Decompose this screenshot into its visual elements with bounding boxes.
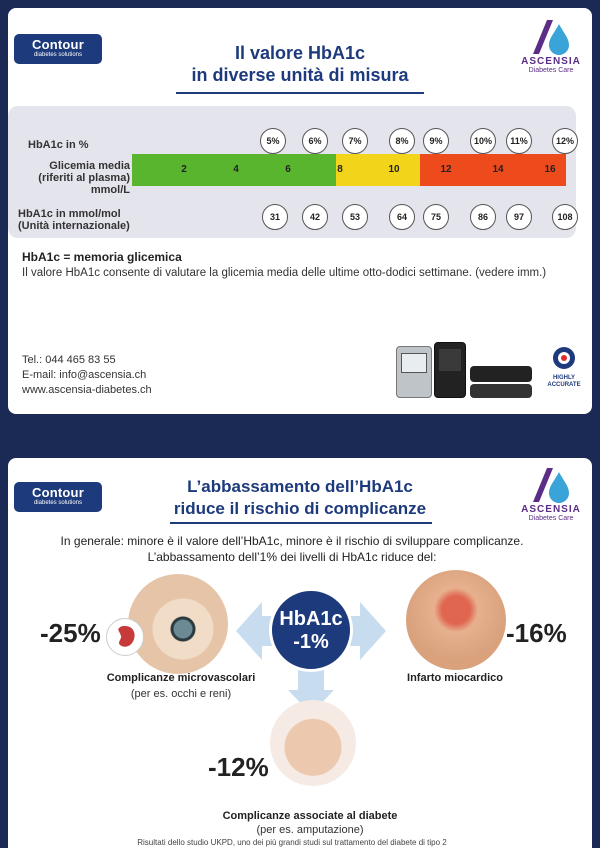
kidney-icon — [106, 618, 144, 656]
glucose-value: 6 — [285, 164, 291, 175]
diabetes-note: (per es. amputazione) — [256, 824, 364, 836]
contour-logo: Contour diabetes solutions — [14, 34, 102, 64]
glucose-value: 10 — [388, 164, 400, 175]
meter-device-icon — [470, 366, 532, 382]
mmol-value: 64 — [389, 204, 415, 230]
percent-value: 11% — [506, 128, 532, 154]
card2-title: L’abbassamento dell’HbA1c riduce il rischio di complicanze — [173, 477, 427, 518]
contact-website[interactable]: www.ascensia-diabetes.ch — [22, 384, 152, 396]
diabetes-percent: -12% — [208, 752, 269, 782]
eye-photo — [128, 574, 228, 674]
ascensia-drop-icon — [529, 466, 573, 504]
mmol-value: 86 — [470, 204, 496, 230]
glucose-value: 14 — [492, 164, 504, 175]
micro-percent: -25% — [40, 618, 101, 648]
chest-photo — [406, 570, 506, 670]
mmol-value: 75 — [423, 204, 449, 230]
intro-line-2: L’abbassamento dell’1% dei livelli di HbA1c riduce del: — [147, 550, 437, 564]
meter-device-icon — [470, 384, 532, 398]
memo-body: Il valore HbA1c consente di valutare la glicemia media delle ultime otto-dodici settimane. (vedere imm.) — [22, 267, 547, 279]
heart-percent: -16% — [506, 618, 567, 648]
percent-value: 6% — [302, 128, 328, 154]
glucose-value: 2 — [181, 164, 187, 175]
glucose-value: 16 — [544, 164, 556, 175]
ascensia-logo: ASCENSIA Diabetes Care — [516, 18, 586, 80]
percent-row-label: HbA1c in % — [28, 139, 89, 151]
title-underline — [176, 92, 424, 94]
meter-device-icon — [396, 346, 432, 398]
percent-value: 10% — [470, 128, 496, 154]
contact-phone: Tel.: 044 465 83 55 — [22, 354, 116, 366]
mmol-value: 97 — [506, 204, 532, 230]
foot-photo — [270, 700, 356, 786]
hba1c-center-badge: HbA1c -1% — [269, 588, 353, 672]
mmol-value: 108 — [552, 204, 578, 230]
study-footnote: Risultati dello studio UKPD, uno dei più grandi studi sul trattamento del diabete di tipo 2 — [137, 838, 447, 847]
glucose-value: 12 — [440, 164, 452, 175]
title-underline — [170, 522, 432, 524]
mmol-value: 42 — [302, 204, 328, 230]
contour-logo: Contour diabetes solutions — [14, 482, 102, 512]
micro-label: Complicanze microvascolari — [106, 672, 256, 684]
percent-value: 8% — [389, 128, 415, 154]
card1-title: Il valore HbA1c in diverse unità di misura — [191, 43, 409, 85]
contact-email[interactable]: E-mail: info@ascensia.ch — [22, 369, 147, 381]
highly-accurate-badge: HIGHLY ACCURATE — [542, 346, 586, 390]
intro-line-1: In generale: minore è il valore dell’HbA1c, minore è il rischio di sviluppare complicanze. — [60, 534, 524, 548]
diabetes-label: Complicanze associate al diabete — [222, 810, 398, 822]
percent-value: 5% — [260, 128, 286, 154]
glucose-value: 4 — [233, 164, 239, 175]
ascensia-logo: ASCENSIA Diabetes Care — [516, 466, 586, 528]
mmol-row-label: HbA1c in mmol/mol (Unità internazionale) — [18, 208, 130, 232]
heart-label: Infarto miocardico — [407, 672, 503, 684]
percent-value: 9% — [423, 128, 449, 154]
percent-value: 12% — [552, 128, 578, 154]
percent-value: 7% — [342, 128, 368, 154]
glucose-row-label: Glicemia media (riferiti al plasma) mmol/L — [38, 160, 130, 196]
memo-title: HbA1c = memoria glicemica — [22, 250, 182, 264]
mmol-value: 31 — [262, 204, 288, 230]
glucose-value: 8 — [337, 164, 343, 175]
mmol-value: 53 — [342, 204, 368, 230]
accuracy-badge-icon — [552, 346, 576, 370]
meter-device-icon — [434, 342, 466, 398]
ascensia-drop-icon — [529, 18, 573, 56]
micro-note: (per es. occhi e reni) — [130, 688, 232, 700]
